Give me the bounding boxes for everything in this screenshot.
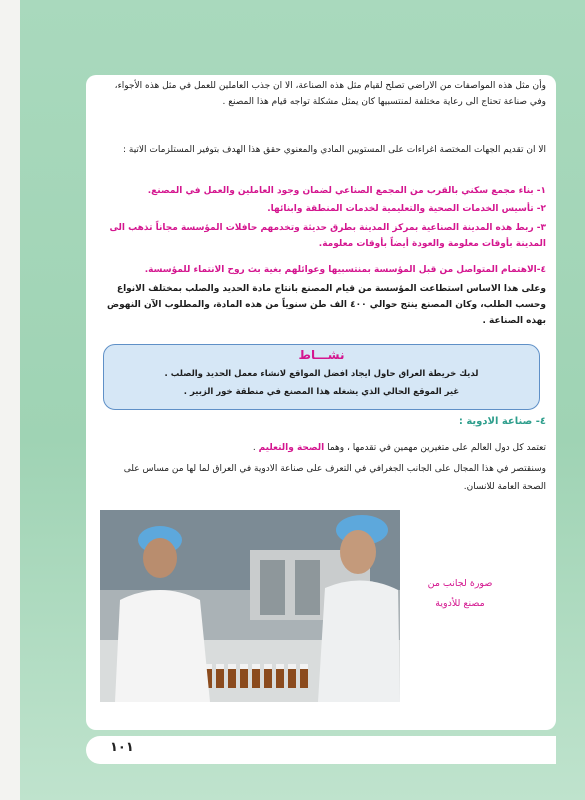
- conclusion-paragraph: وعلى هذا الاساس استطاعت المؤسسة من قيام المصنع بانتاج مادة الحديد والصلب بمختلف الانواع وحسب الطلب، وكان المصنع ينتج حوالي ٤٠٠ الف طن سنوياً من هذه المادة، والمطلوب الآن النهوض بهذه الصناعة .: [107, 284, 546, 326]
- highlight-health-education: الصحة والتعليم: [258, 443, 325, 453]
- footer-bar: [86, 736, 556, 764]
- section-paragraph-2: وسنقتصر في هذا المجال على الجانب الجغرافي في التعرف على صناعة الادوية في العراق لما لها من مساس على الصحة العامة للانسان.: [123, 464, 546, 492]
- list-item: ٤-الاهتمام المتواصل من قبل المؤسسة بمنتسبيها وعوائلهم بغية بث روح الانتماء للمؤسسة.: [144, 265, 546, 275]
- activity-title: نشـــاط: [298, 348, 345, 362]
- section-paragraph-1-end: .: [252, 443, 259, 453]
- list-item: ٢- تأسيس الخدمات الصحية والتعليمية لخدمات المنطقة وابنائها.: [267, 204, 546, 214]
- list-item: ١- بناء مجمع سكني بالقرب من المجمع الصناعي لضمان وجود العاملين والعمل في المصنع.: [147, 186, 546, 196]
- activity-line-2: غير الموقع الحالي الذي يشغله هذا المصنع في منطقة خور الزبير .: [183, 387, 460, 397]
- section-heading: ٤- صناعة الادوية :: [458, 416, 546, 427]
- page-number: ١٠١: [110, 740, 134, 755]
- factory-photo: [100, 510, 400, 702]
- figure-caption-line-1: صورة لجانب من: [427, 578, 493, 589]
- section-paragraph-1-start: تعتمد كل دول العالم على متغيرين مهمين في تقدمها ، وهما: [324, 443, 546, 453]
- intro-paragraph-2: الا ان تقديم الجهات المختصة اغراءات على المستويين المادي والمعنوي حقق هذا الهدف بتوفير المستلزمات الاتية :: [122, 145, 546, 155]
- activity-line-1: لديك خريطة العراق حاول ايجاد افضل المواقع لانشاء معمل الحديد والصلب .: [164, 369, 479, 379]
- list-item: ٣- ربط هذه المدينة الصناعية بمركز المدينة بطرق حديثة وتخدمهم حافلات المؤسسة مجاناً تذهب الى المدينة بأوقات معلومة والعودة أيضاً بأوقات معلومة.: [109, 223, 546, 249]
- section-paragraph-1: [98, 440, 546, 456]
- factory-photo-illustration: [100, 510, 400, 702]
- figure-caption-line-2: مصنع للأدوية: [435, 598, 485, 609]
- figure-caption: [410, 574, 510, 614]
- intro-paragraph-1: وأن مثل هذه المواصفات من الاراضي تصلح لقيام مثل هذه الصناعة، الا ان جذب العاملين للعمل في مثل هذه الأجواء، وفي صناعة تحتاج الى رعاية مختلفة لمنتسبيها كان يمثل مشكلة تواجه قيام هذا المصنع .: [114, 81, 546, 107]
- activity-box: [103, 344, 540, 410]
